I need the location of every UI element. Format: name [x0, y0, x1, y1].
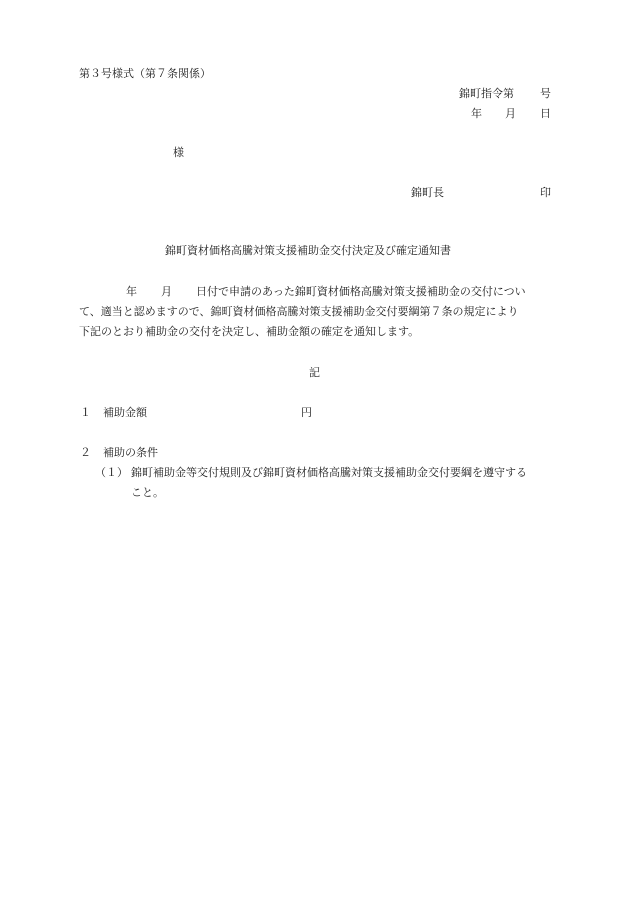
date-year: 年 [471, 107, 482, 120]
item-2-label: 補助の条件 [103, 446, 158, 459]
document-title: 錦町資材価格高騰対策支援補助金交付決定及び確定通知書 [165, 244, 451, 257]
body-line-2: て、適当と認めますので、錦町資材価格高騰対策支援補助金交付要綱第７条の規定により [79, 305, 519, 318]
body-line-1: 日付で申請のあった錦町資材価格高騰対策支援補助金の交付につい [196, 285, 526, 298]
reference-number-suffix: 号 [540, 87, 551, 100]
form-label: 第３号様式（第７条関係） [79, 67, 211, 80]
ki-heading: 記 [309, 366, 320, 379]
date-day: 日 [540, 107, 551, 120]
item-1-label: 補助金額 [103, 406, 147, 419]
item-2-sub-number: （１） [95, 466, 128, 479]
sender-title: 錦町長 [411, 186, 444, 199]
date-month: 月 [505, 107, 516, 120]
body-date-month: 月 [161, 285, 172, 298]
body-line-3: 下記のとおり補助金の交付を決定し、補助金額の確定を通知します。 [79, 325, 420, 338]
seal-mark: 印 [540, 186, 551, 199]
item-2-sub-line-1: 錦町補助金等交付規則及び錦町資材価格高騰対策支援補助金交付要綱を遵守する [131, 466, 527, 479]
item-2-sub-line-2: こと。 [131, 486, 164, 499]
item-1-number: １ [80, 406, 91, 419]
item-1-unit: 円 [301, 406, 312, 419]
addressee-honorific: 様 [173, 146, 184, 159]
reference-number-prefix: 錦町指令第 [459, 87, 514, 100]
body-date-year: 年 [126, 285, 137, 298]
item-2-number: ２ [80, 446, 91, 459]
